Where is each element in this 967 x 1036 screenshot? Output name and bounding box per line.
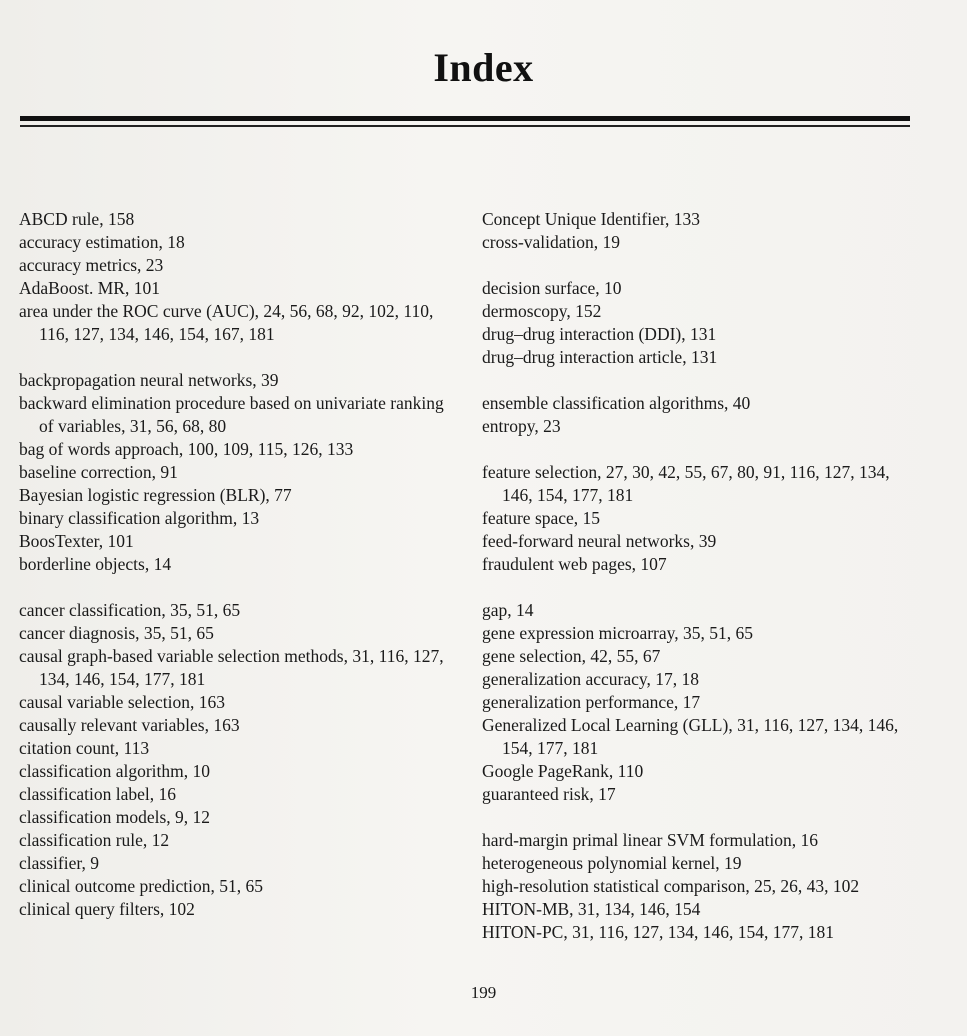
index-entry: HITON-PC, 31, 116, 127, 134, 146, 154, 177, 181: [482, 922, 834, 942]
index-entry: AdaBoost. MR, 101: [19, 278, 160, 298]
index-letter-group: [19, 369, 459, 576]
page-number: 199: [470, 983, 497, 1002]
index-entry: classification label, 16: [19, 784, 176, 804]
index-entry: causal variable selection, 163: [19, 692, 226, 712]
index-entry: causal graph-based variable selection methods, 31, 116, 127, 134, 146, 154, 177, 181: [19, 646, 444, 689]
index-entry: classification algorithm, 10: [19, 761, 210, 781]
index-column-left: [19, 208, 459, 944]
title-rule-thick: [20, 116, 910, 121]
index-entry: accuracy estimation, 18: [19, 232, 185, 252]
index-entry: cancer classification, 35, 51, 65: [19, 600, 241, 620]
index-entry: ensemble classification algorithms, 40: [482, 393, 751, 413]
index-entry: classification rule, 12: [19, 830, 170, 850]
index-entry: gene expression microarray, 35, 51, 65: [482, 623, 754, 643]
index-entry: feed-forward neural networks, 39: [482, 531, 717, 551]
index-letter-group: [19, 208, 459, 346]
index-entry: baseline correction, 91: [19, 462, 178, 482]
index-entry: feature selection, 27, 30, 42, 55, 67, 80, 91, 116, 127, 134, 146, 154, 177, 181: [482, 462, 890, 505]
index-letter-group: [482, 208, 922, 254]
index-entry: feature space, 15: [482, 508, 601, 528]
index-entry: Generalized Local Learning (GLL), 31, 116, 127, 134, 146, 154, 177, 181: [482, 715, 899, 758]
page-title: Index: [433, 45, 534, 90]
index-letter-group: [482, 829, 922, 944]
index-entry: entropy, 23: [482, 416, 561, 436]
index-entry: generalization accuracy, 17, 18: [482, 669, 700, 689]
index-letter-group: [19, 599, 459, 921]
index-entry: clinical outcome prediction, 51, 65: [19, 876, 263, 896]
index-entry: Google PageRank, 110: [482, 761, 644, 781]
index-entry: guaranteed risk, 17: [482, 784, 616, 804]
index-letter-group: [482, 392, 922, 438]
index-entry: drug–drug interaction article, 131: [482, 347, 718, 367]
index-entry: area under the ROC curve (AUC), 24, 56, 68, 92, 102, 110, 116, 127, 134, 146, 154, 167, 181: [19, 301, 434, 344]
index-entry: ABCD rule, 158: [19, 209, 135, 229]
index-entry: cancer diagnosis, 35, 51, 65: [19, 623, 214, 643]
index-entry: accuracy metrics, 23: [19, 255, 164, 275]
index-entry: decision surface, 10: [482, 278, 622, 298]
index-entry: HITON-MB, 31, 134, 146, 154: [482, 899, 701, 919]
index-entry: causally relevant variables, 163: [19, 715, 240, 735]
index-entry: gene selection, 42, 55, 67: [482, 646, 661, 666]
index-entry: classifier, 9: [19, 853, 99, 873]
index-entry: clinical query filters, 102: [19, 899, 195, 919]
index-entry: Bayesian logistic regression (BLR), 77: [19, 485, 292, 505]
index-entry: backward elimination procedure based on univariate ranking of variables, 31, 56, 68, 80: [19, 393, 444, 436]
index-entry: backpropagation neural networks, 39: [19, 370, 279, 390]
title-rule-thin: [20, 125, 910, 127]
index-entry: bag of words approach, 100, 109, 115, 126, 133: [19, 439, 354, 459]
index-entry: citation count, 113: [19, 738, 150, 758]
index-entry: generalization performance, 17: [482, 692, 701, 712]
index-letter-group: [482, 461, 922, 576]
index-entry: Concept Unique Identifier, 133: [482, 209, 700, 229]
index-entry: cross-validation, 19: [482, 232, 621, 252]
index-entry: borderline objects, 14: [19, 554, 172, 574]
index-entry: drug–drug interaction (DDI), 131: [482, 324, 717, 344]
index-entry: BoosTexter, 101: [19, 531, 134, 551]
index-entry: hard-margin primal linear SVM formulation, 16: [482, 830, 818, 850]
index-column-right: [482, 208, 922, 967]
index-letter-group: [482, 277, 922, 369]
index-letter-group: [482, 599, 922, 806]
index-entry: gap, 14: [482, 600, 534, 620]
index-entry: binary classification algorithm, 13: [19, 508, 260, 528]
index-entry: classification models, 9, 12: [19, 807, 211, 827]
index-entry: high-resolution statistical comparison, 25, 26, 43, 102: [482, 876, 860, 896]
index-entry: dermoscopy, 152: [482, 301, 602, 321]
index-entry: fraudulent web pages, 107: [482, 554, 667, 574]
index-entry: heterogeneous polynomial kernel, 19: [482, 853, 742, 873]
